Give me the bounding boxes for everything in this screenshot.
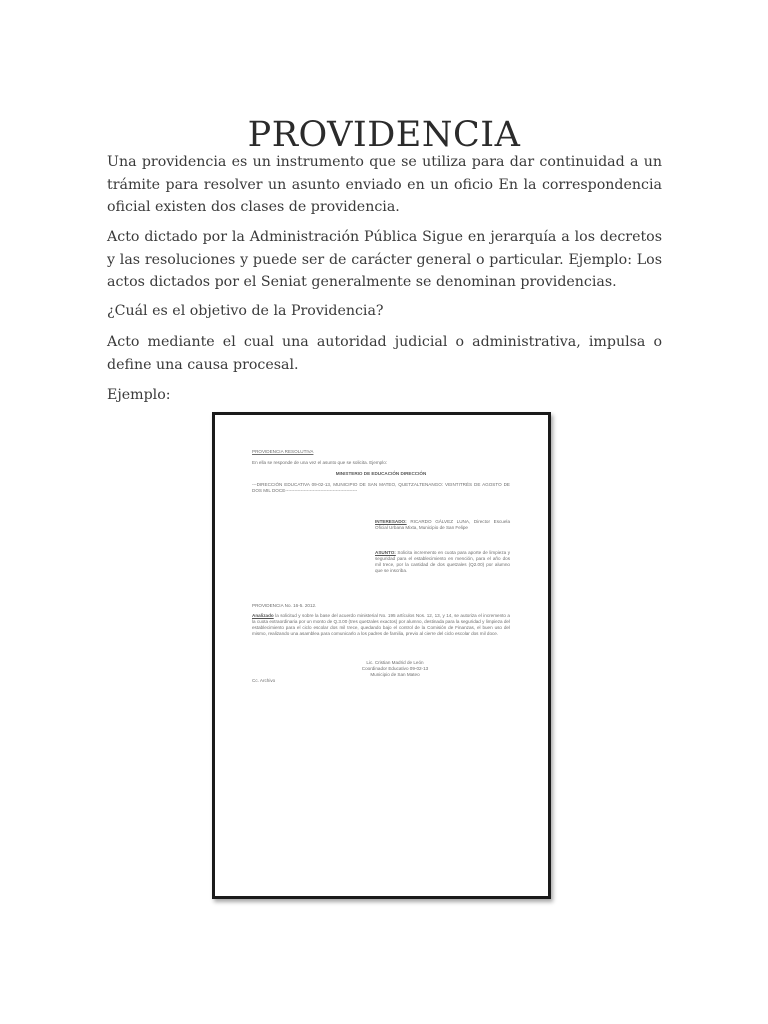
doc-number-line: PROVIDENCIA No. 16-5. 2012. <box>252 603 317 608</box>
page-title: PROVIDENCIA <box>247 115 521 156</box>
doc-ministry: MINISTERIO DE EDUCACIÓN DIRECCIÓN <box>335 471 427 476</box>
doc-signature-title: Coordinador Educativo 09-02-13 <box>361 666 429 671</box>
doc-subject-text: Solicita incremento en cuota para aporte de limpieza y seguridad para el establecimiento en mención, para el año dos mil trece, por la cantidad de dos quetzales (Q2.00) por alumno que se inscriba. <box>375 550 510 573</box>
doc-body-label: Analizado <box>252 613 274 618</box>
doc-cc: Cc. Archivo <box>252 678 276 683</box>
paragraph-answer: Acto mediante el cual una autoridad judicial o administrativa, impulsa o define una causa procesal. <box>107 334 662 373</box>
doc-body <box>252 613 510 637</box>
doc-signature-place: Municipio de San Mateo <box>370 672 420 677</box>
paragraph-question: ¿Cuál es el objetivo de la Providencia? <box>107 303 384 319</box>
doc-intro: En ella se responde de una vez el asunto que se solicita. Ejemplo: <box>252 460 388 465</box>
doc-heading: PROVIDENCIA RESOLUTIVA <box>252 449 314 454</box>
paragraph-example-label: Ejemplo: <box>107 387 171 403</box>
doc-signature-name: Lic. Cristian Madrid de León <box>366 660 424 665</box>
doc-body-text: la solicitud y sobre la base del acuerdo ministerial No. 195 artículos Nos. 12, 13, y 14, se autoriza el incremento a la cuota extraordinaria por un monto de Q.3.00 (tres quetzales exactos) por alumno, destinada para la seguridad y limpieza del establecimiento para el ciclo escolar dos mil trece, quedando bajo el control de la Comisión de Finanzas, el buen uso del mismo, realizando una asamblea para comunicarlo a los padres de familia, previo al cierre del ciclo escolar dos mil doce. <box>252 613 510 636</box>
paragraph-definition: Una providencia es un instrumento que se utiliza para dar continuidad a un trámite para resolver un asunto enviado en un oficio En la correspondencia oficial existen dos clases de providencia. <box>107 154 662 215</box>
example-document-image <box>212 412 551 899</box>
paragraph-administrative-act: Acto dictado por la Administración Pública Sigue en jerarquía a los decretos y las resoluciones y puede ser de carácter general o particular. Ejemplo: Los actos dictados por el Seniat generalmente se denominan providencias. <box>107 229 662 290</box>
doc-interested <box>375 519 510 531</box>
doc-location-line: ---DIRECCIÓN EDUCATIVA 09-02-13, MUNICIPIO DE SAN MATEO, QUETZALTENANGO: VEINTITRÉS DE AGOSTO DE DOS MIL DOCE----------------------------------------------- <box>252 482 510 493</box>
doc-interested-text: RICARDO GÁLVEZ LUNA, Director Escuela Oficial Urbana Mixta, Municipio de San Felipe <box>375 519 510 530</box>
doc-subject-label: ASUNTO: <box>375 550 396 555</box>
doc-interested-label: INTERESADO: <box>375 519 407 524</box>
doc-subject <box>375 550 510 574</box>
